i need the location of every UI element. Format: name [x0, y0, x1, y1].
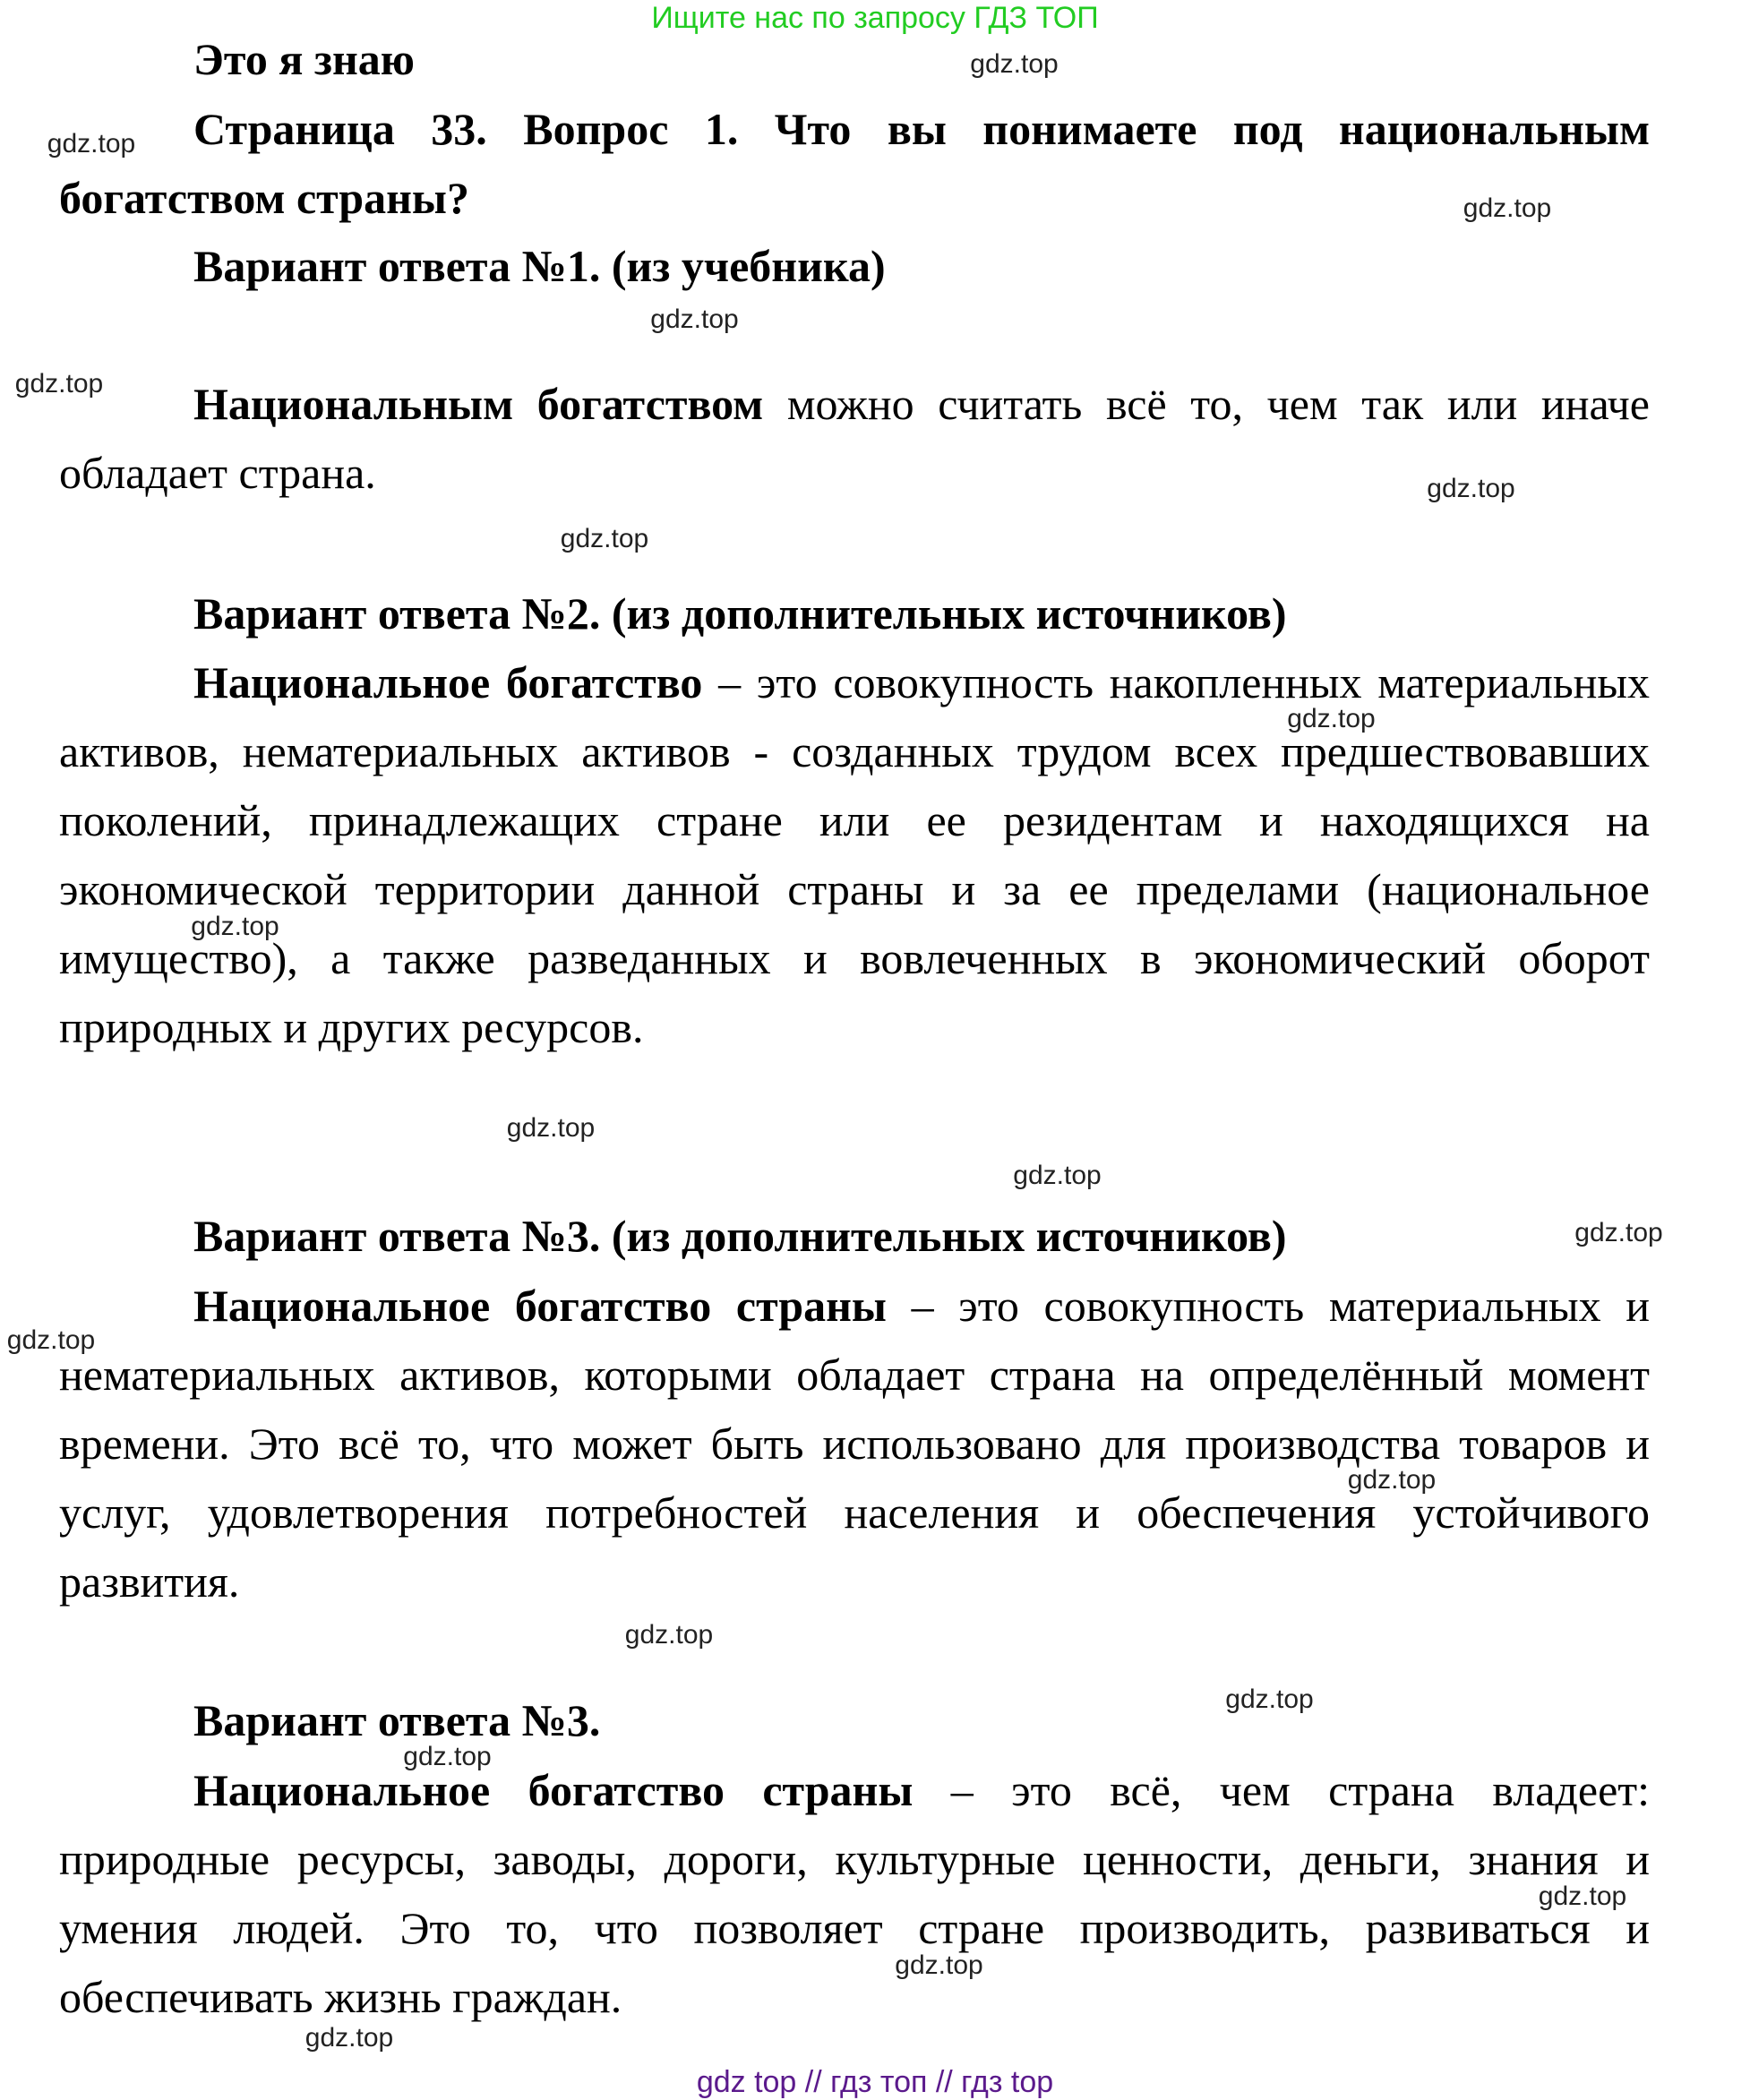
watermark: gdz.top — [560, 523, 649, 553]
watermark: gdz.top — [624, 1619, 714, 1650]
answer-1-title: Вариант ответа №1. (из учебника) — [193, 241, 886, 291]
watermark: gdz.top — [47, 128, 136, 159]
watermark: gdz.top — [6, 1325, 96, 1355]
question-title: Страница 33. Вопрос 1. Что вы понимаете под национальным богатством страны? — [59, 104, 1650, 223]
answer-3-lead: Национальное богатство страны — [193, 1281, 887, 1331]
watermark: gdz.top — [1427, 474, 1515, 503]
answer-1-text — [59, 370, 1650, 508]
answer-1-body: можно считать всё то, чем так или иначе обладает страна. — [59, 379, 1650, 498]
watermark: gdz.top — [305, 2022, 394, 2053]
watermark: gdz.top — [506, 1113, 596, 1143]
watermark: gdz.top — [650, 304, 739, 334]
watermark: gdz.top — [1463, 193, 1552, 223]
watermark: gdz.top — [895, 1950, 983, 1980]
answer-2-lead: Национальное богатство — [193, 657, 703, 707]
watermark: gdz.top — [191, 912, 279, 941]
watermark: gdz.top — [14, 369, 104, 399]
answer-1-lead: Национальным богатством — [193, 379, 764, 429]
watermark: gdz.top — [1287, 703, 1376, 733]
watermark: gdz.top — [403, 1742, 492, 1771]
answer-3-text — [59, 1272, 1650, 1616]
answer-2-text — [59, 648, 1650, 1062]
answer-4-body: – это всё, чем страна владеет: природные ресурсы, заводы, дороги, культурные ценности, деньги, знания и умения людей. Это то, что позволяет стране производить, развиваться и обеспечивать жизнь граждан. — [59, 1765, 1650, 2022]
watermark: gdz.top — [1347, 1465, 1437, 1495]
answer-3-title: Вариант ответа №3. (из дополнительных источников) — [193, 1211, 1287, 1261]
answer-4-title: Вариант ответа №3. — [193, 1695, 601, 1745]
watermark: gdz.top — [1013, 1160, 1102, 1190]
watermark: gdz.top — [970, 49, 1059, 79]
footer-links[interactable]: gdz top // гдз топ // гдз top — [696, 2065, 1054, 2099]
watermark: gdz.top — [1538, 1881, 1627, 1911]
answer-4-lead: Национальное богатство страны — [193, 1765, 914, 1815]
search-banner: Ищите нас по запросу ГДЗ ТОП — [651, 1, 1099, 35]
answer-3-body: – это совокупность материальных и нематериальных активов, которыми обладает страна на определённый момент времени. Это всё то, что может быть использовано для производства товаров и услуг, удовлетворения потребностей населения и обеспечения устойчивого развития. — [59, 1281, 1650, 1607]
answer-2-body: – это совокупность накопленных материальных активов, нематериальных активов - созданных трудом всех предшествовавших поколений, принадлежащих стране или ее резидентам и находящихся на экономической территории данной страны и за ее пределами (национальное имущество), а также разведанных и вовлеченных в экономический оборот природных и других ресурсов. — [59, 657, 1651, 1052]
watermark: gdz.top — [1225, 1684, 1314, 1714]
answer-2-title: Вариант ответа №2. (из дополнительных источников) — [193, 588, 1287, 639]
section-title: Это я знаю — [193, 34, 415, 84]
watermark: gdz.top — [1574, 1218, 1663, 1247]
answer-4-text — [59, 1756, 1650, 2032]
